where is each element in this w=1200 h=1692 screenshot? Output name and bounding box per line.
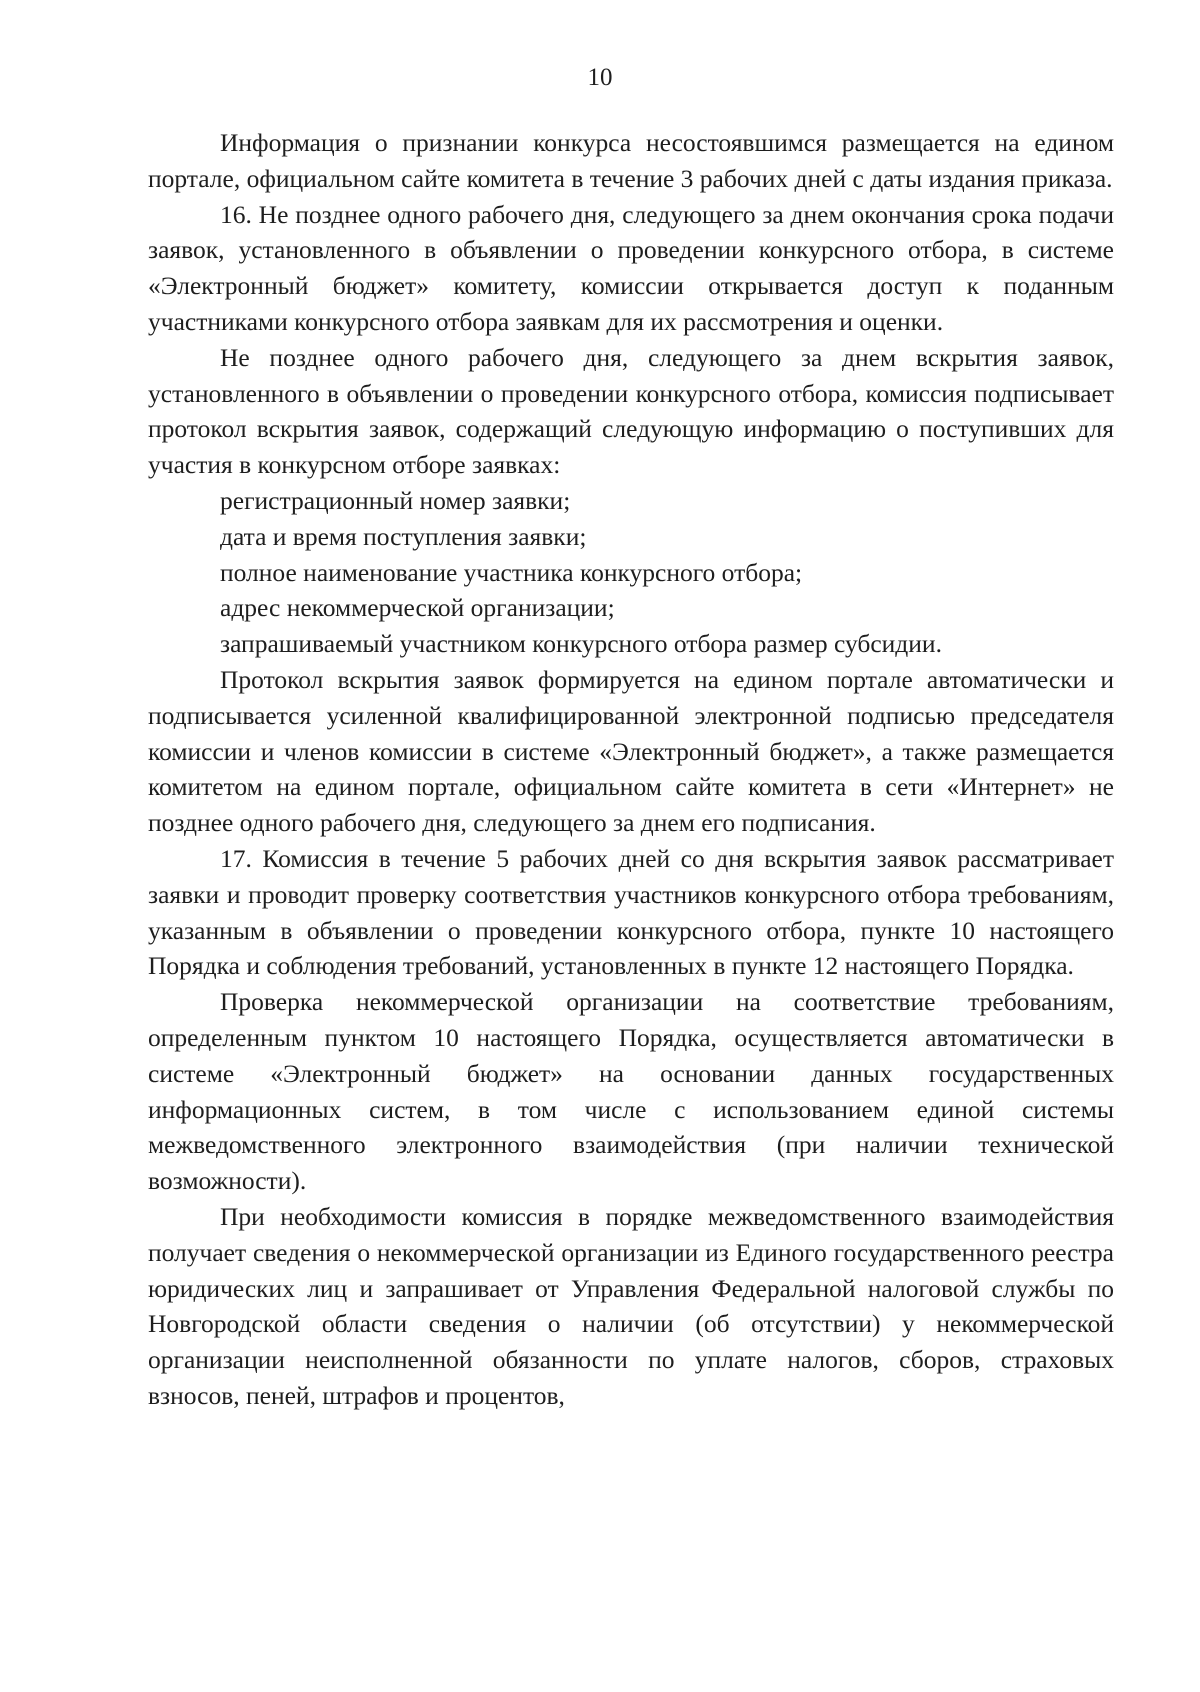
document-body bbox=[148, 125, 1114, 1414]
paragraph-opening-protocol: Не позднее одного рабочего дня, следующего за днем вскрытия заявок, установленного в объявлении о проведении конкурсного отбора, комиссия подписывает протокол вскрытия заявок, содержащий следующую информацию о поступивших для участия в конкурсном отборе заявках: bbox=[148, 342, 1114, 480]
paragraph-contest-failed-info: Информация о признании конкурса несостоявшимся размещается на едином портале, официальном сайте комитета в течение 3 рабочих дней с даты издания приказа. bbox=[148, 128, 1114, 193]
paragraph-protocol-signing: Протокол вскрытия заявок формируется на едином портале автоматически и подписывается усиленной квалифицированной электронной подписью председателя комиссии и членов комиссии в системе «Электронный бюджет», а также размещается комитетом на едином портале, официальном сайте комитета в сети «Интернет» не позднее одного рабочего дня, следующего за днем его подписания. bbox=[148, 664, 1114, 838]
page-number: 10 bbox=[587, 64, 613, 91]
paragraph-interagency-request: При необходимости комиссия в порядке межведомственного взаимодействия получает сведения о некоммерческой организации из Единого государственного реестра юридических лиц и запрашивает от Управления Федеральной налоговой службы по Новгородской области сведения о наличии (об отсутствии) у некоммерческой организации неисполненной обязанности по уплате налогов, сборов, страховых взносов, пеней, штрафов и процентов, bbox=[148, 1201, 1114, 1410]
paragraph-16-access: 16. Не позднее одного рабочего дня, следующего за днем окончания срока подачи заявок, установленного в объявлении о проведении конкурсного отбора, в системе «Электронный бюджет» комитету, комиссии открывается доступ к поданным участниками конкурсного отбора заявкам для их рассмотрения и оценки. bbox=[148, 199, 1114, 336]
paragraph-17-review: 17. Комиссия в течение 5 рабочих дней со дня вскрытия заявок рассматривает заявки и проводит проверку соответствия участников конкурсного отбора требованиям, указанным в объявлении о проведении конкурсного отбора, пункте 10 настоящего Порядка и соблюдения требований, установленных в пункте 12 настоящего Порядка. bbox=[148, 843, 1114, 981]
list-item-participant-name: полное наименование участника конкурсного отбора; bbox=[220, 557, 803, 587]
list-item-requested-subsidy: запрашиваемый участником конкурсного отбора размер субсидии. bbox=[220, 629, 942, 659]
list-item-registration-number: регистрационный номер заявки; bbox=[220, 485, 571, 515]
paragraph-automatic-check: Проверка некоммерческой организации на соответствие требованиям, определенным пунктом 10 настоящего Порядка, осуществляется автоматически в системе «Электронный бюджет» на основании данных государственных информационных систем, в том числе с использованием единой системы межведомственного электронного взаимодействия (при наличии технической возможности). bbox=[148, 987, 1114, 1196]
list-item-receipt-datetime: дата и время поступления заявки; bbox=[220, 521, 587, 551]
list-item-organization-address: адрес некоммерческой организации; bbox=[220, 593, 615, 623]
